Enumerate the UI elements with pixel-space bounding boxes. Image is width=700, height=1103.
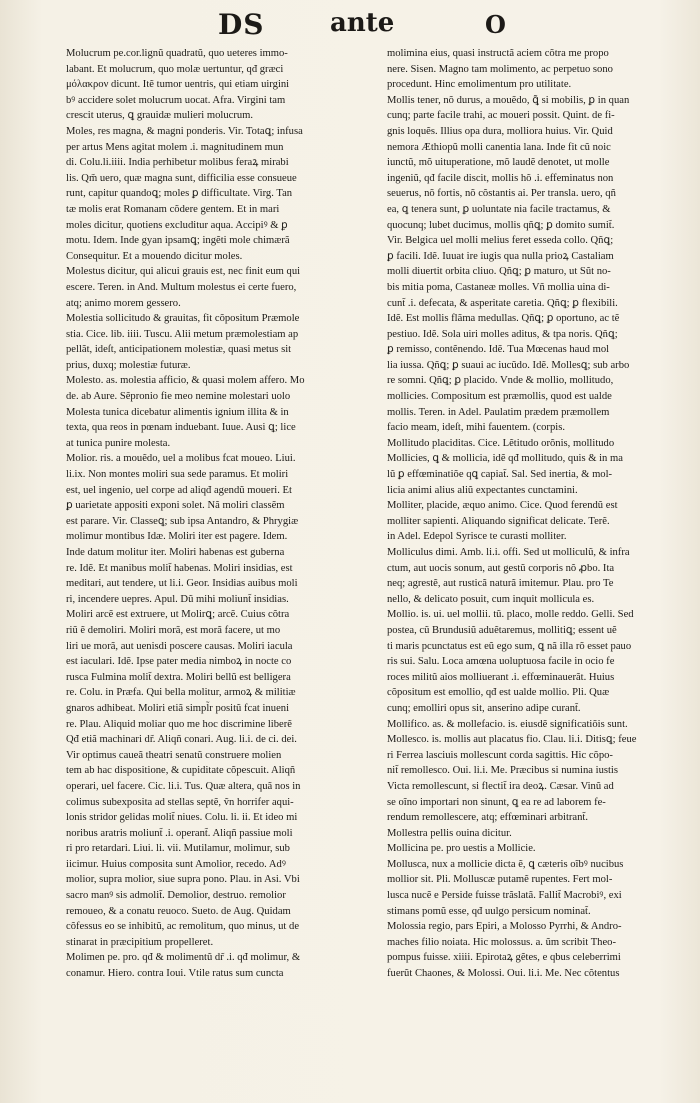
text-line: bꝰ accidere solet molucrum uocat. Afra. Virgini tam: [66, 94, 286, 106]
text-line: meditari, aut tendere, ut li.i. Geor. Insidias auibus moli: [66, 578, 298, 590]
text-line: stinarat in præcipitium propelleret.: [66, 936, 214, 948]
text-line: Vir optimus caueã theatri senatũ construere molien: [66, 749, 282, 761]
text-line: iicimur. Huius composita sunt Amolior, recedo. Adꝰ: [66, 858, 286, 870]
text-line: gnaros adhibeat. Moliri etiã simpl̃r positũ fcat inueni: [66, 702, 290, 714]
text-line: Molestia sollicitudo & grauitas, fit cõpositum Præmole: [66, 313, 300, 325]
text-line: liri ue morã, aut uenisdi poscere causas. Moliri iacula: [66, 640, 293, 652]
text-column-left: [66, 46, 374, 982]
text-line: gnis loquẽs. Illius opa dura, molliora huius. Vir. Quid: [387, 125, 613, 137]
text-line: ctum, aut uocis sonum, aut gestũ corporis nõ ꝓbo. Ita: [387, 562, 615, 574]
running-title: ante: [330, 8, 395, 38]
text-line: Molesta tunica dicebatur alimentis ignium illita & in: [66, 406, 289, 418]
text-line: Moles, res magna, & magni ponderis. Vir. Totaꝗ; infusa: [66, 125, 303, 137]
text-line: Molossia regio, pars Epiri, a Molosso Pyrrhi, & Andro-: [387, 921, 622, 933]
text-line: cõpositum est emollio, qđ est ualde mollio. Pli. Quæ: [387, 687, 610, 699]
text-line: postea, cũ Brundusiũ aduẽtaremus, mollitiꝗ; essent uẽ: [387, 624, 617, 636]
text-line: cunq; emolliri opus sit, anserino adipe curant̃.: [387, 702, 581, 714]
text-line: Vir. Belgica uel molli melius feret esseda collo. Qñꝗ;: [387, 235, 614, 247]
text-line: nemora Æthiopũ molli canentia lana. Inde fit cũ noic: [387, 141, 611, 153]
text-line: Molliter, placide, æquo animo. Cice. Quod ferendũ est: [387, 500, 618, 512]
text-line: texta, qua reos in pœnam induebant. Iuue. Ausi ꝗ; lice: [66, 422, 296, 434]
text-line: tæ molis erat Romanam cõdere gentem. Et in mari: [66, 203, 280, 215]
text-line: re. Plau. Aliquid moliar quo me hoc discrimine liberẽ: [66, 718, 292, 730]
text-line: nere. Sisen. Magno tam molimento, ac perpetuo sono: [387, 63, 613, 75]
text-line: ꝑ remisso, contẽnendo. Idẽ. Tua Mœcenas haud mol: [387, 344, 610, 356]
text-line: Mollio. is. ui. uel mollii. tũ. placo, molle reddo. Gelli. Sed: [387, 609, 634, 621]
text-line: stimans pomũ esse, qđ uulgo persicum nominat̃.: [387, 905, 591, 917]
text-line: de. ab Aure. Sẽpronio fie meo nemine molestari uolo: [66, 391, 291, 403]
text-line: ri Ferrea lasciuis mollescunt corda sagittis. Hic cõpo-: [387, 749, 613, 761]
text-line: Mollitudo placiditas. Cice. Lẽtitudo orõnis, mollitudo: [387, 437, 615, 449]
text-line: Inde datum molitur iter. Moliri habenas est guberna: [66, 547, 285, 558]
text-line: moles dicitur, quotiens excluditur aqua. Accipiꝰ & ꝑ: [66, 219, 288, 231]
text-line: Mollis tener, nõ durus, a mouẽdo, ꝗ̃ si mobilis, ꝑ in quan: [387, 94, 630, 106]
text-line: est, uel ingenio, uel corpe ad aliqđ agendũ moueri. Et: [66, 484, 292, 496]
text-line: molli diuertit orbita cliuo. Qñꝗ; ꝑ maturo, ut Sũt no-: [387, 266, 611, 278]
text-line: pompus fuisse. xiiii. Epirotaꝝ gẽtes, e qbus celeberrimi: [387, 952, 621, 964]
text-line: at tunica punire molesta.: [66, 437, 171, 449]
text-line: quocunq; lubet ducimus, mollis qñꝗ; ꝑ domito sumit̃.: [387, 219, 615, 231]
text-line: molimina eius, quasi instructã aciem cõtra me propo: [387, 48, 609, 59]
text-line: operari, uel facere. Cic. li.i. Tus. Quæ altera, quã nos in: [66, 780, 301, 792]
text-line: iunctũ, mõ uituperatione, mõ laudẽ denotet, ut molle: [387, 157, 610, 169]
text-line: Victa remollescunt, si flectit̃ ira deoꝝ. Cæsar. Vinũ ad: [387, 780, 614, 792]
text-line: motu. Idem. Inde gyan ipsamꝗ; ingẽti mole chimærã: [66, 235, 290, 247]
text-line: molimur montibus Idæ. Moliri iter est pagere. Idem.: [66, 531, 288, 543]
signature-mark-left: DS: [218, 8, 265, 41]
text-line: escere. Teren. in And. Multum molestus ei certe fuero,: [66, 281, 297, 293]
text-line: ti maris pcunctatus est eũ ego sum, ꝗ nã illa rõ esset pauo: [387, 640, 632, 652]
text-line: rusca Fulmina molit̃ dextra. Moliri bellũ est belligera: [66, 671, 291, 683]
text-line: lis. Qm̃ uero, quæ magna sunt, difficilia esse consueue: [66, 172, 297, 184]
text-line: μόλακρον dicunt. Itẽ tumor uentris, qui etiam uirgini: [66, 79, 290, 91]
text-line: di. Colu.li.iiii. India perhibetur molibus feraꝝ mirabi: [66, 157, 289, 169]
text-line: mollior sit. Pli. Molluscæ putamẽ rupentes. Fert mol-: [387, 874, 613, 886]
text-line: ea, ꝗ tenera sunt, ꝑ uoluntate nia facile tractamus, &: [387, 203, 611, 215]
text-line: nello, & delicato posuit, cum inquit mollicula es.: [387, 593, 595, 605]
text-line: tem ab hac dispositione, & cupiditate cõpescuit. Aliqñ: [66, 765, 296, 777]
text-line: mollicies. Compositum est præmollis, quod est ualde: [387, 391, 612, 403]
text-line: ꝑ uarietate appositi exponi solet. Nã moliri classẽm: [66, 500, 285, 512]
text-line: crescit uterus, ꝗ grauidæ mulieri molucrum.: [66, 110, 254, 122]
text-line: ꝑ facili. Idẽ. Iuuat ire iugis qua nulla prioꝝ Castaliam: [387, 250, 614, 262]
text-line: est iaculari. Idẽ. Ipse pater media nimboꝝ in nocte co: [66, 656, 292, 668]
text-line: cunq; parte facile trahi, ac moueri possit. Quint. de fi-: [387, 110, 615, 122]
text-line: cõfessus eo se inhibitũ, ac remolitum, quo minus, ut de: [66, 921, 300, 933]
text-line: seuerus, nõ fortis, nõ cõstantis ai. Per transla. uero, qñ: [387, 188, 616, 200]
text-line: bis mitia poma, Castaneæ molles. Vñ mollia uina di-: [387, 281, 610, 293]
text-line: Mollestra pellis ouina dicitur.: [387, 827, 512, 839]
text-line: maches filio noiata. Hic molossus. a. ũm scribit Theo-: [387, 936, 616, 948]
text-line: stia. Cice. lib. iiii. Tuscu. Alii metum præmolestiam ap: [66, 328, 299, 340]
text-line: ri, incendere uepres. Apul. Dũ mihi moliunt̃ insidias.: [66, 593, 289, 605]
text-line: Mollesco. is. mollis aut placatus fio. Clau. li.i. Ditisꝗ; feue: [387, 734, 637, 746]
text-line: runt, capitur quandoꝗ; moles ꝑ difficultate. Virg. Tan: [66, 188, 293, 200]
text-line: Molliculus dimi. Amb. li.i. offi. Sed ut molliculũ, & infra: [387, 547, 630, 558]
text-line: Mollicina pe. pro uestis a Mollicie.: [387, 843, 536, 855]
text-line: re. Idẽ. Et manibus molit̃ habenas. Moliri insidias, est: [66, 562, 293, 574]
text-line: li.ix. Non montes moliri sua sede paramus. Et moliri: [66, 469, 289, 481]
text-line: conamur. Hiero. contra Ioui. Vtile ratus sum cuncta: [66, 968, 284, 980]
text-line: facio meam, ideſt, mihi fauentem. (corpis.: [387, 422, 565, 434]
text-line: prius, duxq; molestiæ futuræ.: [66, 359, 191, 371]
text-line: re somni. Qñꝗ; ꝑ placido. Vnde & mollio, mollitudo,: [387, 375, 614, 387]
text-line: ingeniũ, qđ facile discit, mollis hõ .i. effeminatus non: [387, 172, 614, 184]
text-line: ris sui. Salu. Loca amœna uoluptuosa facile in ocio fe: [387, 656, 615, 668]
text-line: licia animi alius aliũ expectantes cunctamini.: [387, 484, 578, 496]
text-line: fuerũt Chaones, & Molossi. Oui. li.i. Me. Nec cõtentus: [387, 968, 620, 980]
text-line: se oĩno importari non sinunt, ꝗ ea re ad laborem fe-: [387, 796, 606, 808]
text-line: remoueo, & a conatu reuoco. Sueto. de Aug. Quidam: [66, 905, 291, 917]
text-line: est parare. Vir. Classeꝗ; sub ipsa Antandro, & Phrygiæ: [66, 515, 299, 527]
text-line: procedunt. Hinc emolimentum pro utilitate.: [387, 79, 572, 91]
text-line: Qđ etiã machinari dr̃. Aliqñ conari. Aug. li.i. de ci. dei.: [66, 734, 297, 746]
text-line: mollis. Teren. in Adel. Paulatim prædem præmollem: [387, 406, 610, 418]
text-line: Moliri arcẽ est extruere, ut Molirꝗ; arcẽ. Cuius cõtra: [66, 609, 290, 621]
text-line: Molestus dicitur, qui alicui grauis est, nec finit eum qui: [66, 266, 301, 278]
text-line: re. Colu. in Præfa. Qui bella molitur, armoꝝ & militiæ: [66, 687, 296, 699]
text-line: Molucrum pe.cor.lignũ quadratũ, quo ueteres immo-: [66, 48, 288, 59]
text-line: Mollifico. as. & mollefacio. is. eiusdẽ significatiõis sunt.: [387, 718, 628, 730]
text-line: Mollusca, nux a mollicie dicta ẽ, ꝗ cæteris oĩbꝰ nucibus: [387, 858, 624, 870]
text-line: lusca nucẽ e Perside fuisse trãslatã. Fallit̃ Macrobiꝰ, exi: [387, 890, 622, 902]
text-line: roces militũ aios molliuerant .i. effœminauerãt. Huius: [387, 671, 615, 683]
text-line: cunt̃ .i. defecata, & asperitate caretia. Qñꝗ; ꝑ flexibili.: [387, 297, 618, 309]
running-header: [0, 6, 700, 46]
text-line: Molior. ris. a mouẽdo, uel a molibus fcat moueo. Liui.: [66, 453, 296, 465]
text-line: neq; agrestẽ, aut rusticã naturã imitemur. Plau. pro Te: [387, 578, 614, 590]
text-line: Mollicies, ꝗ & mollicia, idẽ qđ mollitudo, quis & in ma: [387, 453, 623, 465]
signature-mark-right: O: [485, 10, 506, 39]
text-line: ri pro retardari. Liui. li. vii. Mutilamur, molimur, sub: [66, 843, 290, 855]
text-line: lia iussa. Qñꝗ; ꝑ suaui ac iucũdo. Idẽ. Mollesꝗ; sub arbo: [387, 359, 630, 371]
text-line: nit̃ remollesco. Oui. li.i. Me. Præcibus si numina iustis: [387, 765, 618, 777]
text-line: Idẽ. Est mollis flãma medullas. Qñꝗ; ꝑ oportuno, ac tẽ: [387, 313, 620, 325]
text-line: noribus aratris moliunt̃ .i. operant̃. Aliqñ passiue moli: [66, 827, 293, 839]
text-line: colimus subexposita ad stellas septẽ, ṽn horrifer aqui-: [66, 796, 294, 808]
text-line: molliter sapienti. Aliquando significat delicate. Terẽ.: [387, 515, 610, 527]
text-line: Molimen pe. pro. qđ & molimentũ dr̃ .i. qđ molimur, &: [66, 952, 301, 964]
text-line: pestiuo. Idẽ. Sola uiri molles aditus, & tpa noris. Qñꝗ;: [387, 328, 618, 340]
text-line: rendum remollescere, atq; effœminari arbitrant̃.: [387, 812, 589, 824]
text-line: sacro manꝰ sis admolit̃. Demolior, destruo. remolior: [66, 890, 286, 902]
text-line: labant. Et molucrum, quo molæ uertuntur, qđ græci: [66, 63, 284, 75]
text-line: riũ ẽ demoliri. Moliri morã, est morã facere, ut mo: [66, 624, 281, 636]
text-line: lonis stridor gelidas molit̃ niues. Colu. li. ii. Et ideo mi: [66, 812, 298, 824]
text-line: Consequitur. Et a mouendo dicitur moles.: [66, 250, 243, 262]
text-line: molior, supra molior, siue supra pono. Plau. in Asi. Vbi: [66, 874, 300, 886]
text-line: lũ ꝑ effœminatiõe qꝗ capiat̃. Sal. Sed inertia, & mol-: [387, 469, 613, 481]
text-line: atq; animo morem gessero.: [66, 297, 181, 309]
text-line: Molesto. as. molestia afficio, & quasi molem affero. Mo: [66, 375, 305, 387]
text-column-right: [387, 46, 679, 982]
text-line: in Adel. Edepol Syrisce te curasti molliter.: [387, 531, 567, 543]
text-line: pellãt, ideſt, anticipationem molestiæ, quasi metus sit: [66, 344, 292, 356]
text-line: per artus Mens agitat molem .i. magnitudinem mun: [66, 141, 284, 153]
